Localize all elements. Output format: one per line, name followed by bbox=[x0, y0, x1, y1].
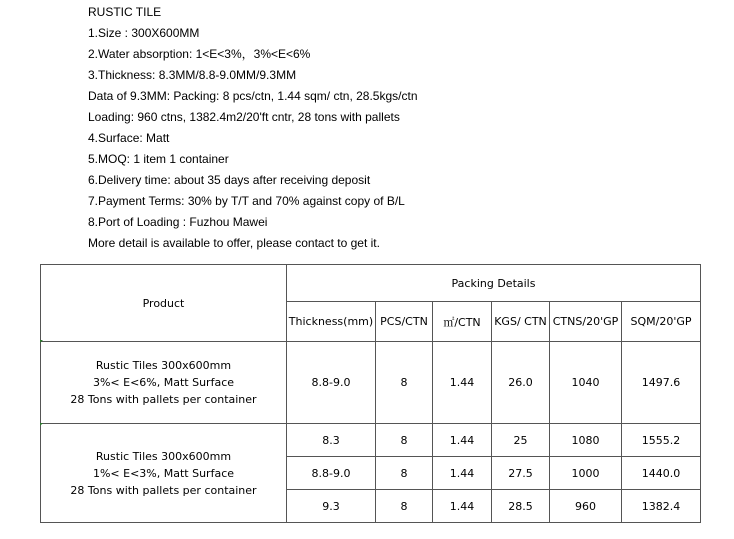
cell-thickness: 8.3 bbox=[287, 424, 376, 457]
cell-pcs-ctn: 8 bbox=[376, 490, 433, 523]
column-header-thickness: Thickness(mm) bbox=[287, 302, 376, 342]
cell-thickness: 9.3 bbox=[287, 490, 376, 523]
cell-kgs-ctn: 28.5 bbox=[492, 490, 550, 523]
cell-sqm-ctn: 1.44 bbox=[433, 424, 492, 457]
product-loading: 28 Tons with pallets per container bbox=[70, 483, 257, 497]
product-name: Rustic Tiles 300x600mm bbox=[95, 359, 232, 372]
column-header-kgs-ctn: KGS/ CTN bbox=[492, 302, 550, 342]
spec-line-loading: Loading: 960 ctns, 1382.4m2/20'ft cntr, 28 tons with pallets bbox=[88, 110, 400, 124]
product-name: Rustic Tiles 300x600mm bbox=[95, 449, 232, 463]
table-row bbox=[41, 342, 701, 424]
product-loading: 28 Tons with pallets per container bbox=[70, 393, 257, 406]
table-header-row bbox=[41, 265, 701, 302]
cell-ctns-20gp: 1080 bbox=[550, 424, 622, 457]
cell-kgs-ctn: 25 bbox=[492, 424, 550, 457]
spec-title: RUSTIC TILE bbox=[88, 5, 162, 19]
spec-line-moq: 5.MOQ: 1 item 1 container bbox=[88, 152, 229, 166]
spec-line-payment: 7.Payment Terms: 30% by T/T and 70% against copy of B/L bbox=[88, 194, 405, 208]
cell-thickness: 8.8-9.0 bbox=[287, 342, 376, 424]
product-header: Product bbox=[41, 265, 287, 342]
packing-details-header: Packing Details bbox=[287, 265, 701, 302]
column-header-sqm-ctn: ㎡/CTN bbox=[433, 302, 492, 342]
spec-line-size: 1.Size : 300X600MM bbox=[88, 26, 200, 40]
cell-ctns-20gp: 1040 bbox=[550, 342, 622, 424]
column-header-pcs-ctn: PCS/CTN bbox=[376, 302, 433, 342]
cell-thickness: 8.8-9.0 bbox=[287, 457, 376, 490]
cell-kgs-ctn: 26.0 bbox=[492, 342, 550, 424]
column-header-ctns-20gp: CTNS/20'GP bbox=[550, 302, 622, 342]
cell-ctns-20gp: 1000 bbox=[550, 457, 622, 490]
spec-line-water-absorption: 2.Water absorption: 1<E<3%，3%<E<6% bbox=[88, 47, 311, 61]
cell-sqm-20gp: 1382.4 bbox=[622, 490, 701, 523]
cell-pcs-ctn: 8 bbox=[376, 457, 433, 490]
cell-corner-mark bbox=[40, 340, 43, 343]
cell-pcs-ctn: 8 bbox=[376, 342, 433, 424]
spec-line-contact: More detail is available to offer, please contact to get it. bbox=[88, 236, 380, 250]
cell-sqm-ctn: 1.44 bbox=[433, 342, 492, 424]
spec-line-packing-data: Data of 9.3MM: Packing: 8 pcs/ctn, 1.44 sqm/ ctn, 28.5kgs/ctn bbox=[88, 89, 418, 103]
cell-ctns-20gp: 960 bbox=[550, 490, 622, 523]
packing-table bbox=[40, 264, 701, 523]
product-spec: 1%< E<3%, Matt Surface bbox=[92, 466, 235, 480]
cell-sqm-20gp: 1497.6 bbox=[622, 342, 701, 424]
cell-corner-mark bbox=[40, 423, 43, 426]
product-cell bbox=[41, 342, 287, 424]
cell-kgs-ctn: 27.5 bbox=[492, 457, 550, 490]
cell-pcs-ctn: 8 bbox=[376, 424, 433, 457]
spec-line-thickness: 3.Thickness: 8.3MM/8.8-9.0MM/9.3MM bbox=[88, 68, 297, 82]
spec-line-delivery: 6.Delivery time: about 35 days after receiving deposit bbox=[88, 173, 371, 187]
cell-sqm-20gp: 1440.0 bbox=[622, 457, 701, 490]
spec-line-surface: 4.Surface: Matt bbox=[88, 131, 170, 145]
spec-line-port: 8.Port of Loading : Fuzhou Mawei bbox=[88, 215, 268, 229]
column-header-sqm-20gp: SQM/20'GP bbox=[622, 302, 701, 342]
product-spec: 3%< E<6%, Matt Surface bbox=[92, 376, 235, 389]
cell-sqm-ctn: 1.44 bbox=[433, 457, 492, 490]
table-row bbox=[41, 424, 701, 457]
product-cell bbox=[41, 424, 287, 523]
cell-sqm-ctn: 1.44 bbox=[433, 490, 492, 523]
cell-sqm-20gp: 1555.2 bbox=[622, 424, 701, 457]
